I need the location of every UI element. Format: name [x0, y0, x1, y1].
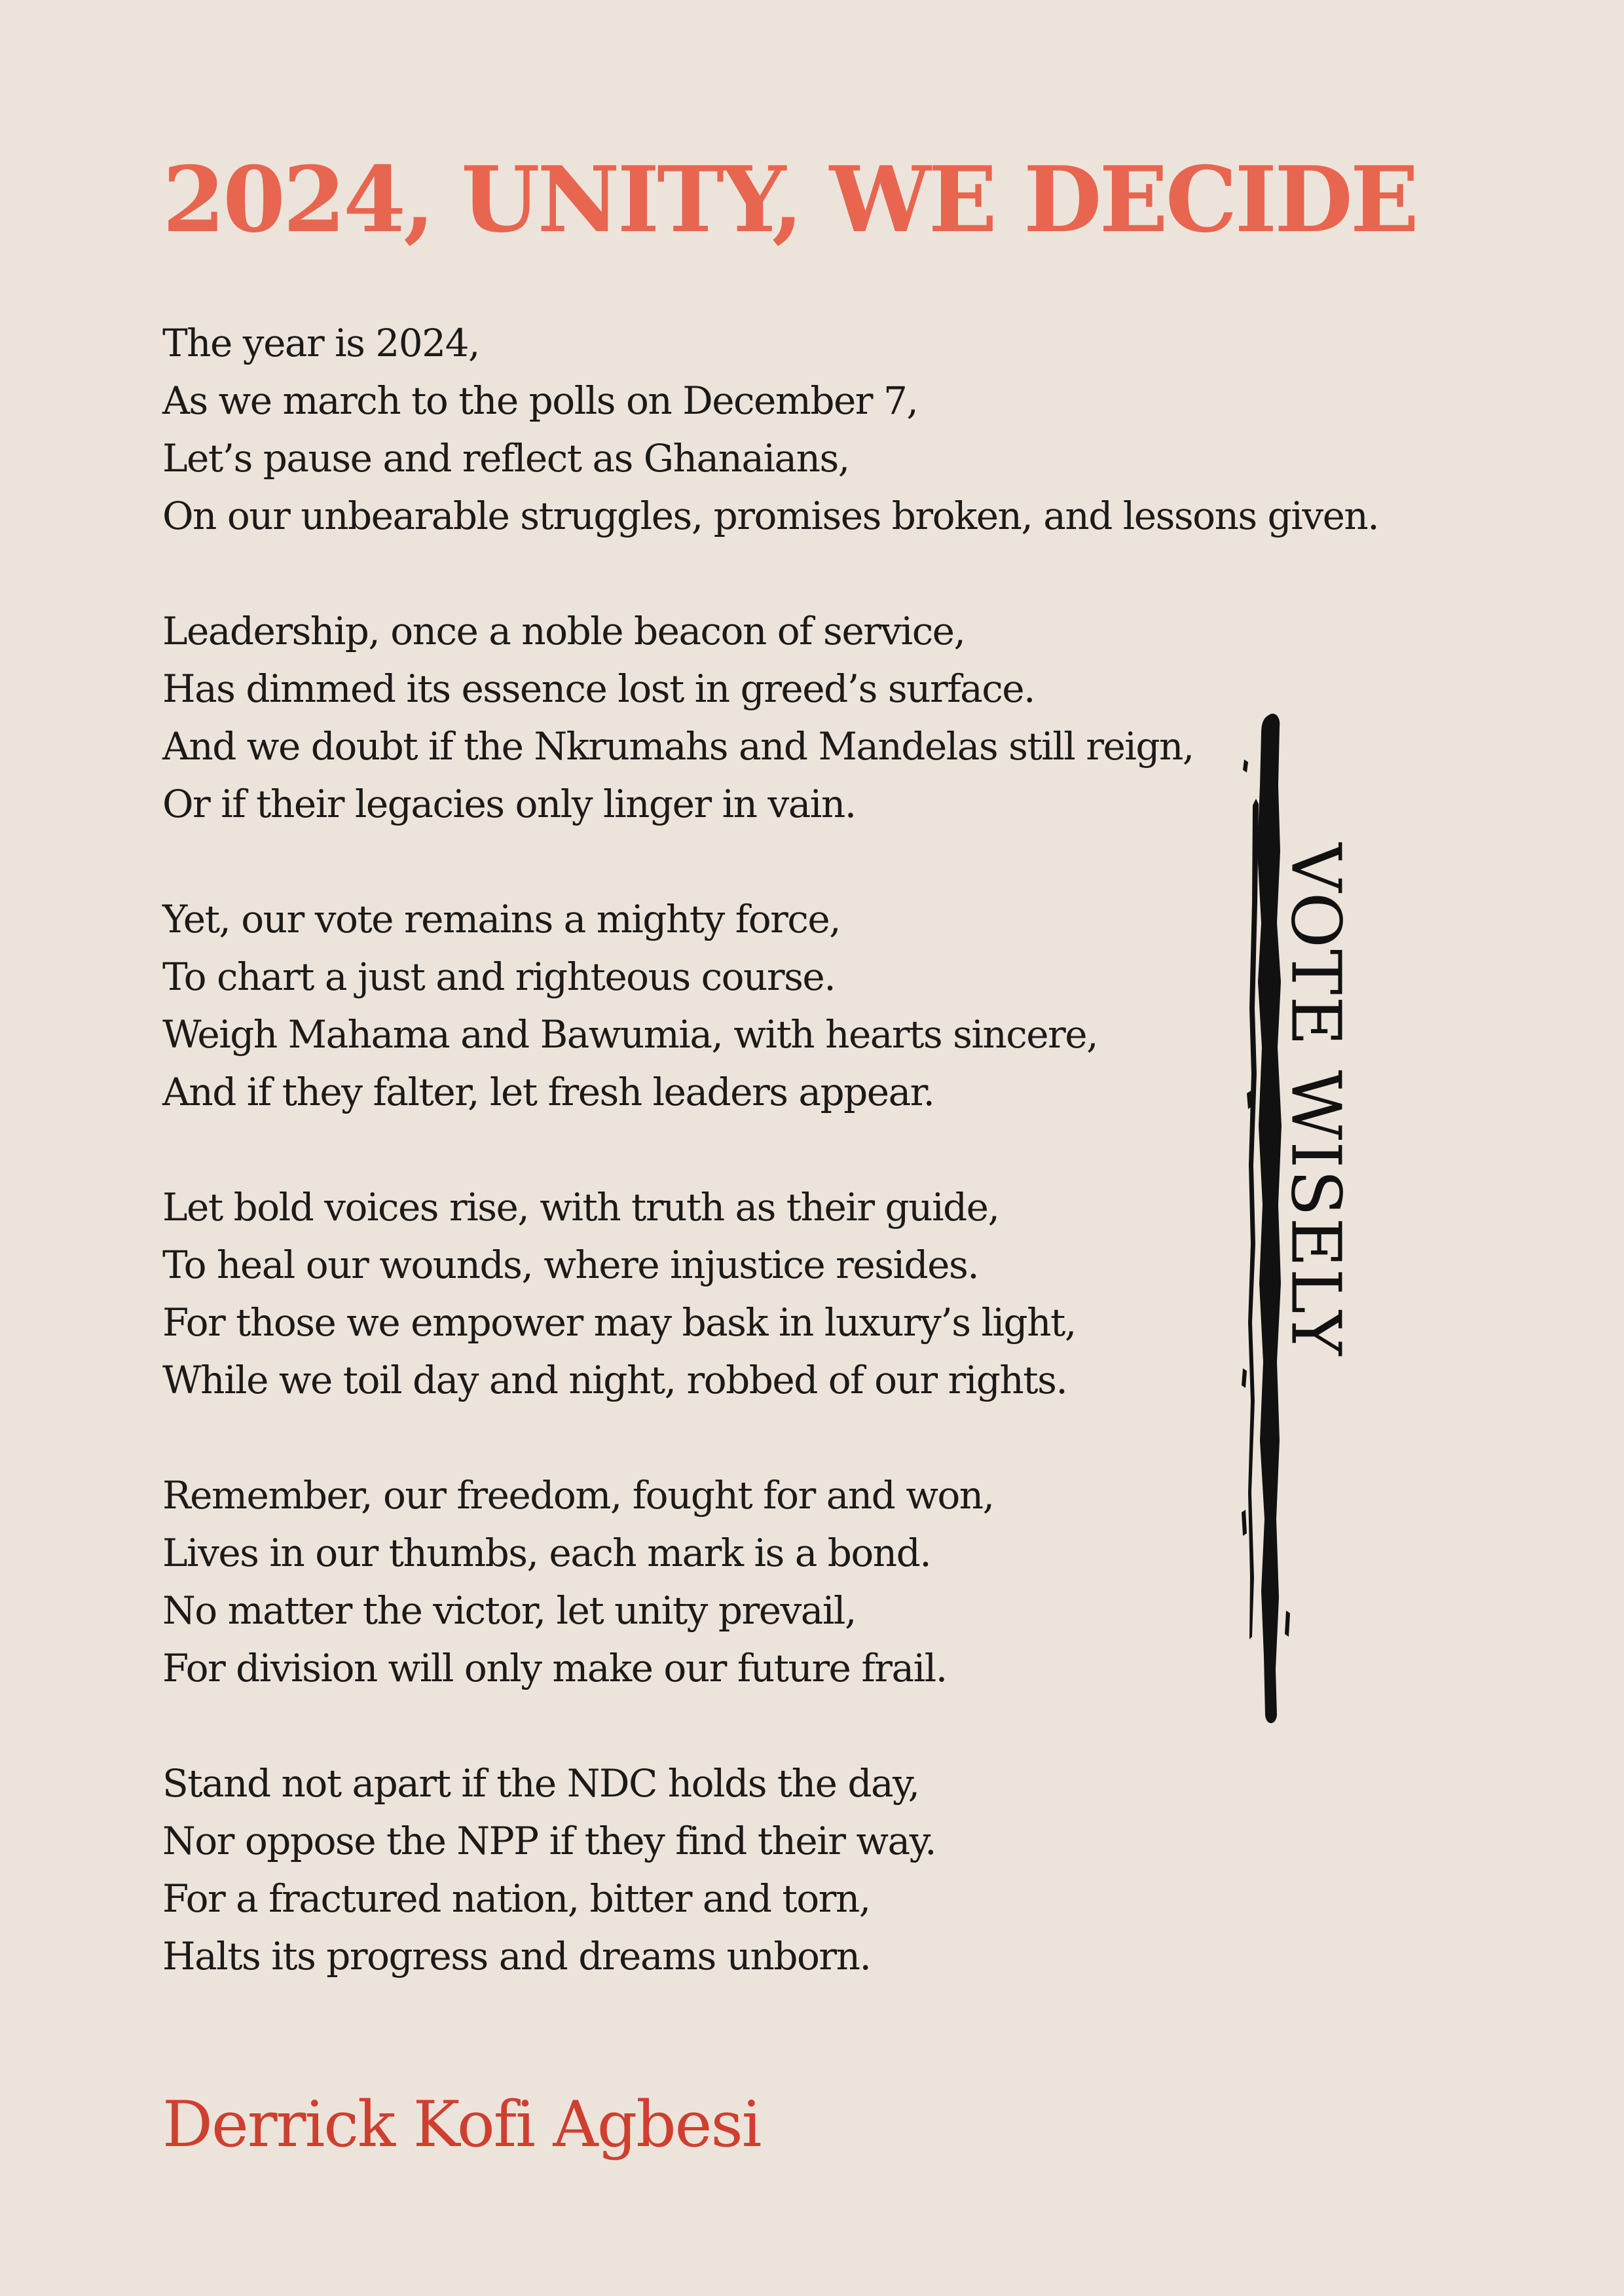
poem-line: For those we empower may bask in luxury’s light, [162, 1300, 1076, 1345]
poem-line: As we march to the polls on December 7, [162, 378, 918, 423]
poem-line: While we toil day and night, robbed of our rights. [162, 1358, 1067, 1402]
poem-line: And if they falter, let fresh leaders appear. [162, 1070, 934, 1114]
brush-stroke-edge [1248, 799, 1259, 1639]
poem-line: Remember, our freedom, fought for and won, [162, 1473, 994, 1518]
vote-wisely-label-wrapper [1267, 831, 1365, 1368]
poem-line: On our unbearable struggles, promises broken, and lessons given. [162, 494, 1379, 538]
poem-title: 2024, UNITY, WE DECIDE [162, 146, 1417, 253]
poem-line: Stand not apart if the NDC holds the day, [162, 1761, 919, 1806]
poem-line: Yet, our vote remains a mighty force, [162, 897, 841, 941]
poem-line: Weigh Mahama and Bawumia, with hearts sincere, [162, 1012, 1098, 1057]
vote-wisely-label: VOTE WISELY [1276, 843, 1356, 1357]
poem-line: Has dimmed its essence lost in greed’s surface. [162, 666, 1035, 711]
poem-line: Lives in our thumbs, each mark is a bond. [162, 1531, 931, 1575]
poem-line: To heal our wounds, where injustice resides. [162, 1243, 979, 1287]
poem-line: Nor oppose the NPP if they find their way. [162, 1819, 936, 1863]
poem-line: Let bold voices rise, with truth as their guide, [162, 1185, 999, 1230]
poem-line: Leadership, once a noble beacon of service, [162, 609, 965, 653]
poem-line: The year is 2024, [162, 321, 479, 365]
poem-line: For division will only make our future frail. [162, 1646, 947, 1690]
stanza [162, 314, 1407, 545]
poem-line: Let’s pause and reflect as Ghanaians, [162, 436, 849, 481]
poem-line: No matter the victor, let unity prevail, [162, 1588, 856, 1633]
stanza [162, 1755, 1407, 1985]
poem-line: Halts its progress and dreams unborn. [162, 1934, 871, 1978]
poem-line: Or if their legacies only linger in vain. [162, 782, 856, 826]
poem-line: For a fractured nation, bitter and torn, [162, 1876, 870, 1921]
author-name: Derrick Kofi Agbesi [162, 2088, 761, 2161]
poem-line: To chart a just and righteous course. [162, 955, 836, 999]
poem-line: And we doubt if the Nkrumahs and Mandelas still reign, [162, 724, 1194, 769]
